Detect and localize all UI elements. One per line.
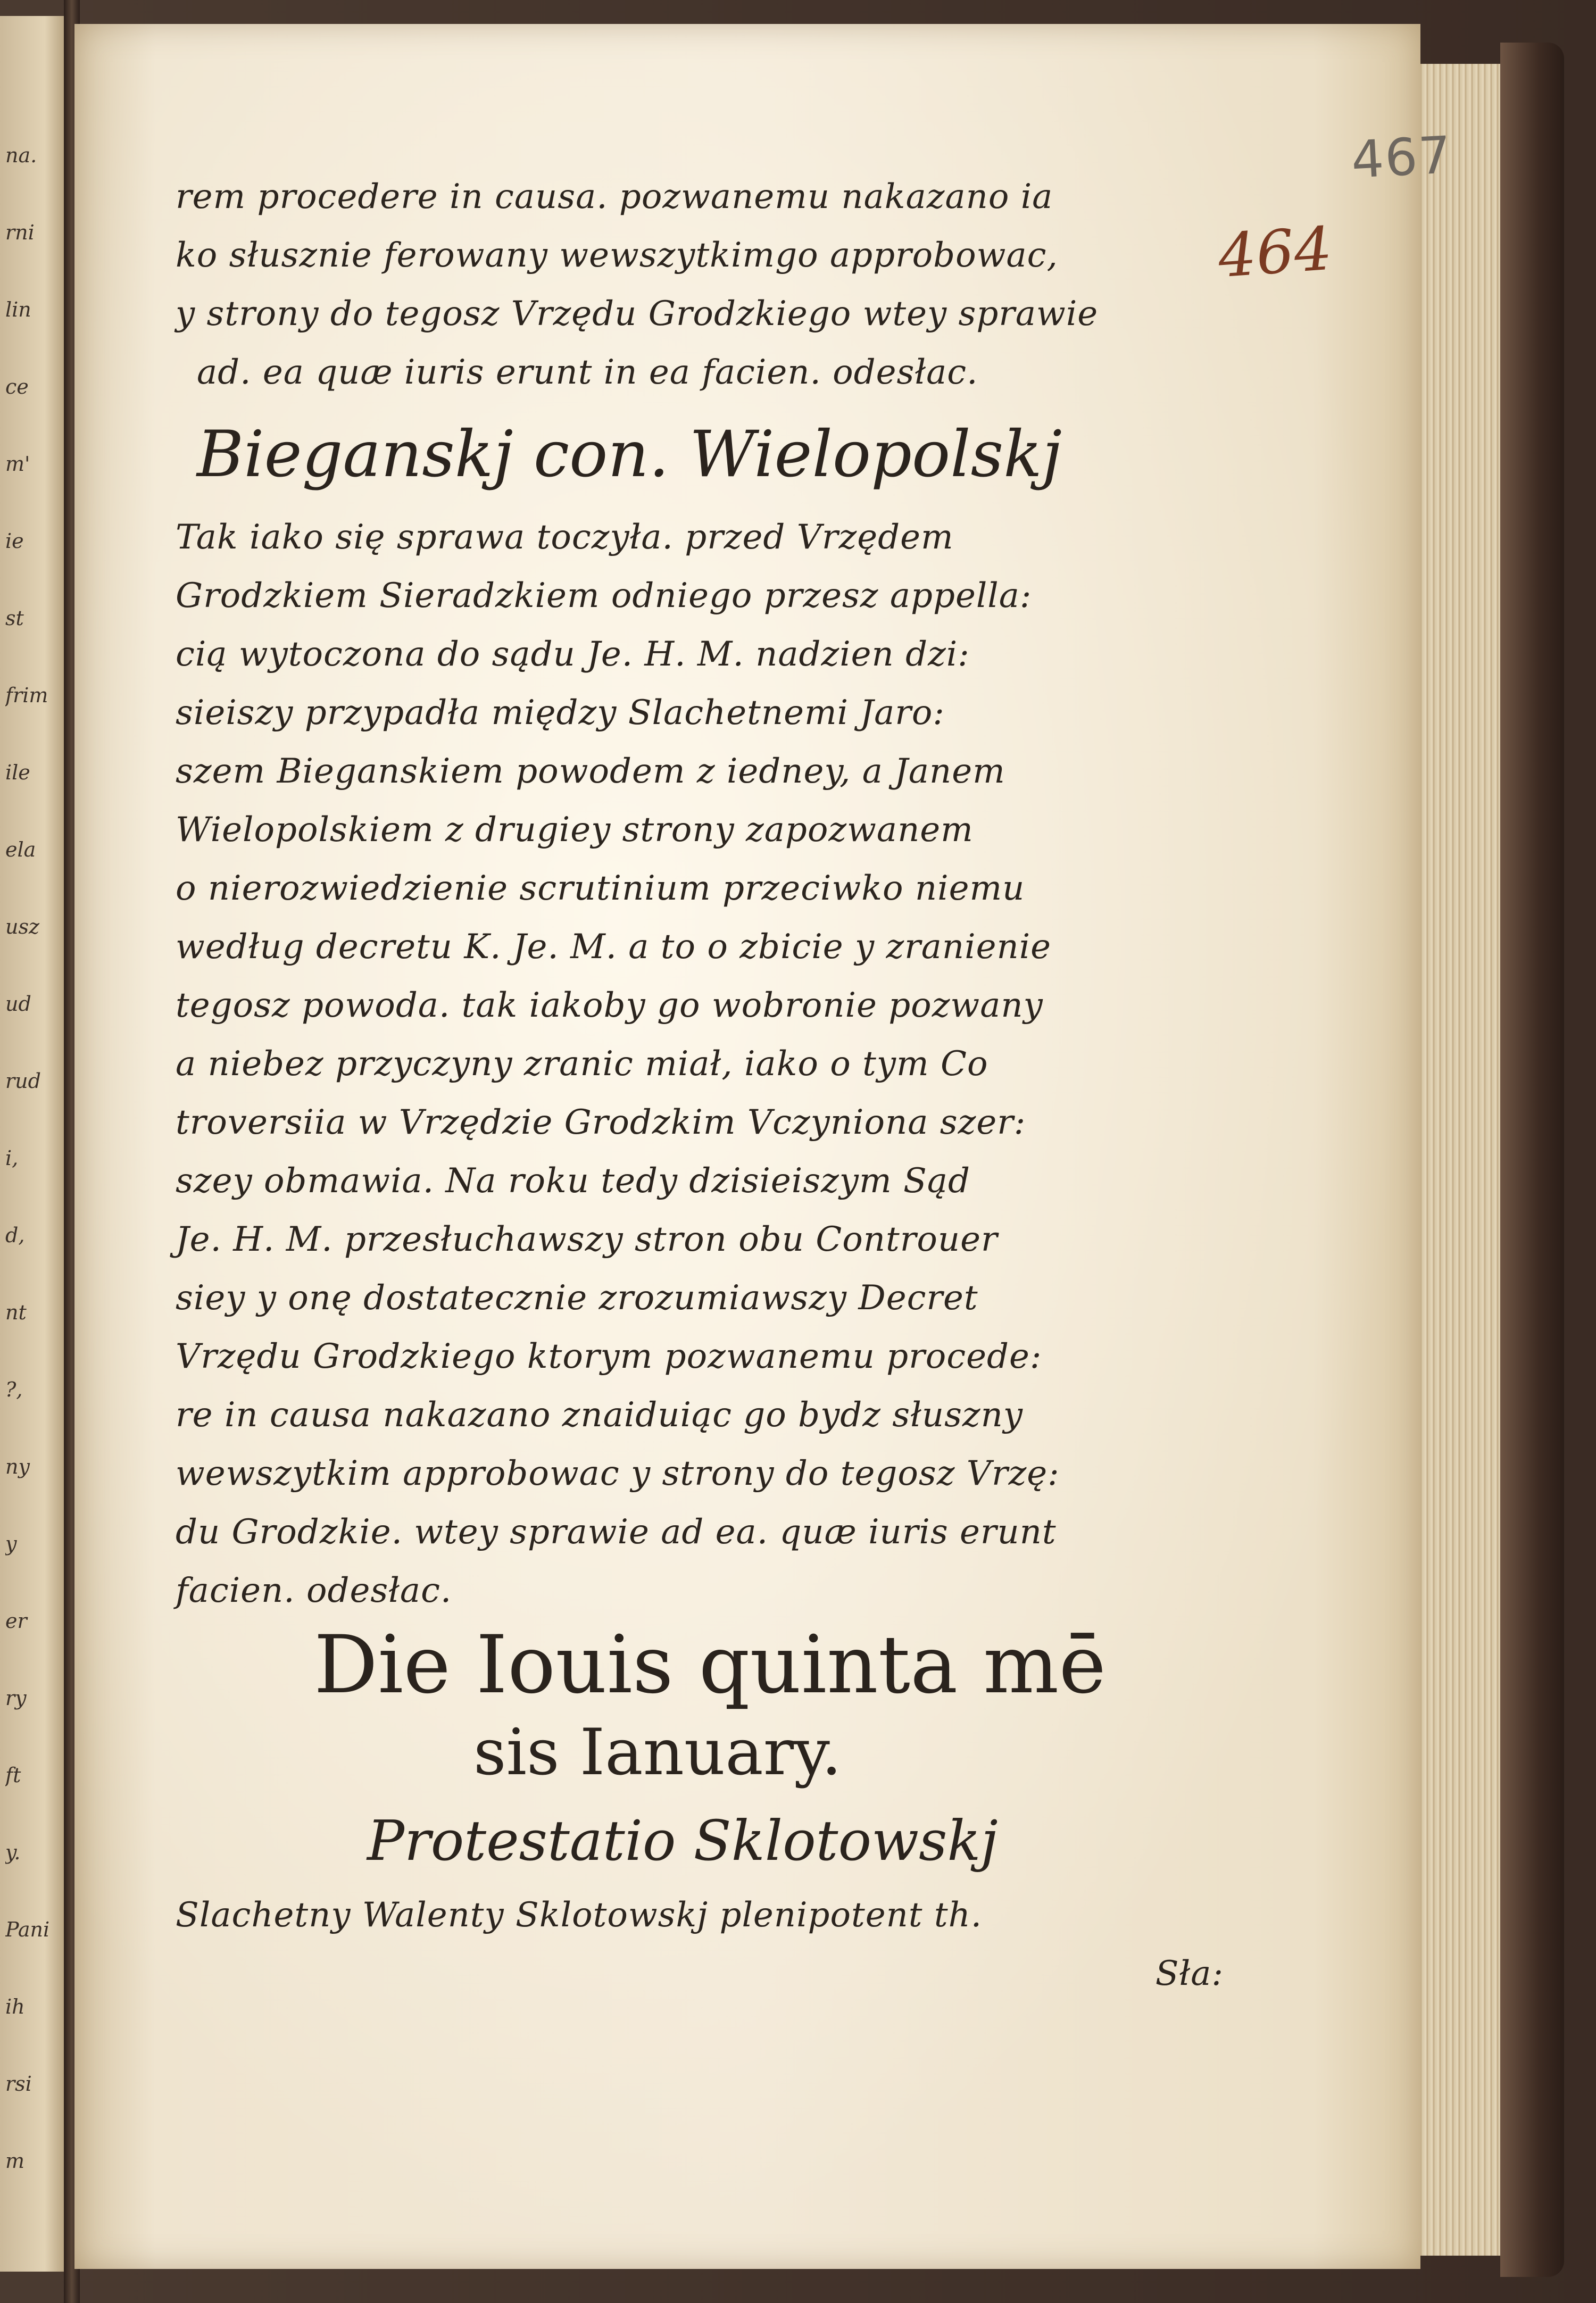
text-line: o nierozwiedzienie scrutinium przeciwko niemu bbox=[176, 869, 1025, 908]
text-line: według decretu K. Je. M. a to o zbicie y zranienie bbox=[176, 927, 1052, 967]
passage-3 bbox=[176, 1886, 1229, 2003]
margin-fragment: Pani bbox=[5, 1918, 50, 1941]
margin-fragment: ?, bbox=[5, 1378, 23, 1401]
margin-fragment: rni bbox=[5, 221, 35, 244]
folio-number-pencil: 467 bbox=[1350, 125, 1454, 190]
margin-fragment: y. bbox=[5, 1841, 21, 1864]
text-line: y strony do tegosz Vrzędu Grodzkiego wtey sprawie bbox=[176, 294, 1099, 334]
text-line: Vrzędu Grodzkiego ktorym pozwanemu procede: bbox=[176, 1337, 1042, 1376]
catchword: Sła: bbox=[1155, 1954, 1224, 1993]
margin-fragment: i, bbox=[5, 1146, 19, 1170]
margin-fragment: ile bbox=[5, 761, 30, 784]
margin-fragment: ry bbox=[5, 1686, 27, 1710]
margin-fragment: nt bbox=[5, 1301, 27, 1324]
text-line: ko słusznie ferowany wewszytkimgo approbowac, bbox=[176, 236, 1058, 275]
margin-fragment: rud bbox=[5, 1069, 41, 1093]
text-line: tegosz powoda. tak iakoby go wobronie pozwany bbox=[176, 986, 1043, 1025]
text-line: Wielopolskiem z drugiey strony zapozwanem bbox=[176, 810, 974, 850]
margin-fragment: usz bbox=[5, 915, 39, 938]
manuscript-page bbox=[74, 24, 1454, 2269]
margin-fragment: lin bbox=[5, 298, 31, 321]
passage-2 bbox=[176, 508, 1229, 1620]
case-title: Bieganskj con. Wielopolskj bbox=[197, 418, 1062, 492]
margin-fragment: ny bbox=[5, 1455, 30, 1478]
margin-fragment: frim bbox=[5, 684, 48, 707]
margin-fragment: rsi bbox=[5, 2072, 32, 2096]
text-line: re in causa nakazano znaiduiąc go bydz słuszny bbox=[176, 1395, 1023, 1435]
text-line: du Grodzkie. wtey sprawie ad ea. quæ iuris erunt bbox=[176, 1512, 1057, 1552]
margin-fragment: er bbox=[5, 1609, 27, 1633]
page-stack-fore-edge bbox=[1415, 64, 1501, 2256]
margin-fragment: ie bbox=[5, 529, 24, 553]
book-cover-edge bbox=[1500, 43, 1564, 2277]
margin-fragment: na. bbox=[5, 144, 37, 167]
protest-title: Protestatio Sklotowskj bbox=[367, 1808, 998, 1873]
margin-fragment: ih bbox=[5, 1995, 25, 2018]
text-line: ad. ea quæ iuris erunt in ea facien. odesłac. bbox=[197, 353, 978, 392]
folio-number-ink: 464 bbox=[1216, 214, 1335, 292]
text-line: sieiszy przypadła między Slachetnemi Jaro: bbox=[176, 693, 945, 733]
date-heading-line-1: Die Iouis quinta mē bbox=[314, 1619, 1107, 1711]
text-line: Grodzkiem Sieradzkiem odniego przesz appella: bbox=[176, 576, 1032, 616]
text-line: rem procedere in causa. pozwanemu nakazano ia bbox=[176, 177, 1053, 217]
margin-fragment: ft bbox=[5, 1764, 21, 1787]
margin-fragment: ela bbox=[5, 838, 36, 861]
margin-fragment: y bbox=[5, 1532, 17, 1556]
passage-1 bbox=[176, 168, 1229, 402]
text-line: siey y onę dostatecznie zrozumiawszy Decret bbox=[176, 1278, 978, 1318]
text-line: Slachetny Walenty Sklotowskj plenipotent th. bbox=[176, 1895, 983, 1935]
margin-fragment: m bbox=[5, 2149, 25, 2173]
text-line: wewszytkim approbowac y strony do tegosz Vrzę: bbox=[176, 1454, 1060, 1493]
text-line: Tak iako się sprawa toczyła. przed Vrzędem bbox=[176, 518, 954, 557]
text-line: facien. odesłac. bbox=[176, 1571, 452, 1610]
margin-fragment: ud bbox=[5, 992, 31, 1016]
text-line: szey obmawia. Na roku tedy dzisieiszym Sąd bbox=[176, 1161, 970, 1201]
margin-fragment: d, bbox=[5, 1224, 25, 1247]
date-heading-line-2: sis Ianuary. bbox=[473, 1716, 842, 1790]
margin-fragment: m' bbox=[5, 452, 30, 476]
text-line: troversiia w Vrzędzie Grodzkim Vczyniona szer: bbox=[176, 1103, 1026, 1142]
text-block bbox=[176, 168, 1229, 2003]
text-line: Je. H. M. przesłuchawszy stron obu Controuer bbox=[176, 1220, 998, 1259]
text-line: szem Bieganskiem powodem z iedney, a Janem bbox=[176, 752, 1005, 791]
margin-fragment: st bbox=[5, 606, 24, 630]
text-line: cią wytoczona do sądu Je. H. M. nadzien dzi: bbox=[176, 635, 970, 674]
text-line: a niebez przyczyny zranic miał, iako o tym Co bbox=[176, 1044, 988, 1084]
margin-fragment: ce bbox=[5, 375, 29, 398]
previous-page-edge bbox=[0, 16, 65, 2272]
